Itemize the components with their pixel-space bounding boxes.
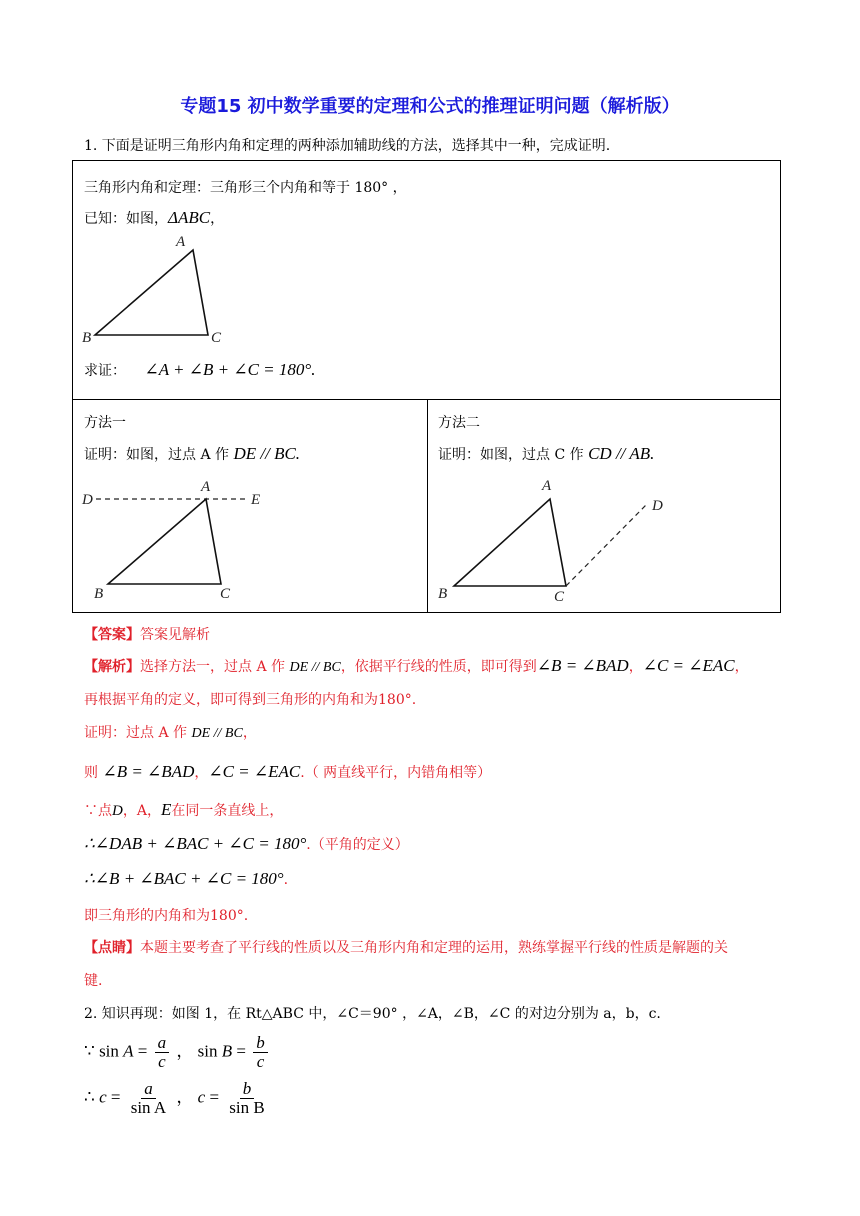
answer-line [84,624,210,644]
proof-suffix: ， [242,725,257,741]
sum-line-2-math: ∴∠B + ∠BAC + ∠C = 180° [84,869,284,888]
sine-definition-line [84,1034,271,1071]
answer-tag: 【答案】 [84,627,140,643]
sum-line-2 [84,869,288,889]
c-equals-2: = [209,1087,220,1107]
sine-a-lead: ∵ sin [84,1041,119,1061]
prove-prefix: 求证： [84,363,126,379]
label-a-method-1: A [201,479,211,495]
triangle-abc [95,250,208,335]
given-line [84,208,224,229]
proof-line [84,722,257,742]
given-suffix: ， [210,211,225,227]
proof-prefix: 证明：过点 A 作 [84,725,188,741]
conclusion-line: 即三角形的内角和为180°. [84,908,249,924]
c-var-1: c [99,1087,107,1107]
label-d-method-2: D [652,498,663,514]
triangle-figure-main [78,230,248,350]
comment-line-2: 键. [84,973,103,989]
label-c-method-1: C [220,586,231,602]
label-c-method-2: C [554,589,565,604]
fraction-b-over-c-num: b [253,1034,268,1053]
label-b: B [82,330,92,346]
question-1-stem: 1. 下面是证明三角形内角和定理的两种添加辅助线的方法，选择其中一种，完成证明. [84,138,611,154]
c-var-2: c [197,1087,206,1107]
sum-line-1 [84,834,409,854]
label-c: C [211,330,222,346]
sum-line-2-end: . [283,872,289,888]
fraction-a-over-sin-a-den: sin A [130,1098,167,1117]
label-b-method-2: B [438,586,448,602]
fraction-b-over-sin-b-num: b [240,1080,255,1099]
triangle-figure-method-1 [78,474,278,604]
prove-line [84,360,315,381]
label-a-method-2: A [542,478,552,494]
analysis-line-1-math-1: DE // BC [289,660,341,675]
sine-a-var: A [123,1041,134,1061]
then-line [84,762,491,782]
method-1-proof [84,444,300,465]
hypotenuse-sep: ， [176,1087,194,1107]
sine-b-var: B [221,1041,233,1061]
prove-math: ∠A + ∠B + ∠C = 180°. [144,360,316,379]
sine-b-equals: = [236,1041,246,1061]
fraction-b-over-sin-b [226,1080,267,1117]
fraction-a-over-c-num: a [155,1034,170,1053]
then-sep: ， [194,765,209,781]
fraction-a-over-sin-a [128,1080,169,1117]
then-reason: .（ 两直线平行，内错角相等） [300,765,492,781]
because-point-e: E [160,800,172,819]
label-d: D [82,492,93,508]
then-prefix: 则 [84,765,98,781]
sum-line-1-math: ∴∠DAB + ∠BAC + ∠C = 180° [84,834,307,853]
hypotenuse-line [84,1080,271,1117]
sine-b-lead: ， sin [176,1041,218,1061]
given-prefix: 已知：如图， [84,211,168,227]
page-title: 专题15 初中数学重要的定理和公式的推理证明问题（解析版） [180,96,680,117]
answer-text: 答案见解析 [140,627,210,643]
method-1-proof-prefix: 证明：如图，过点 A 作 [84,447,230,463]
comment-line-1 [84,937,728,957]
triangle-abc-method-2 [454,499,566,586]
then-math-2: ∠C = ∠EAC [208,762,301,781]
auxiliary-line-cd [566,504,647,586]
because-prefix: ∵点 [84,803,112,819]
method-1-proof-math: DE // BC. [233,444,301,463]
given-math: ΔABC [168,208,211,227]
label-a: A [176,234,186,250]
then-math-1: ∠B = ∠BAD [102,762,195,781]
c-equals-1: = [110,1087,121,1107]
analysis-line-1-b: ，依据平行线的性质，即可得到 [340,659,537,675]
sum-line-1-reason: .（平角的定义） [306,837,409,853]
method-2-proof-math: CD // AB. [588,444,655,463]
label-b-method-1: B [94,586,104,602]
fraction-a-over-sin-a-num: a [141,1080,156,1099]
analysis-tag: 【解析】 [84,659,140,675]
question-2-stem: 2. 知识再现：如图 1，在 Rt△ABC 中，∠C＝90° ，∠A，∠B，∠C 的对边分别为 a，b，c. [84,1006,661,1022]
analysis-line-1-math-3: ∠C = ∠EAC [642,656,735,675]
fraction-b-over-c-den: c [256,1052,265,1071]
fraction-a-over-c [155,1034,170,1071]
because-suffix: 在同一条直线上， [171,803,284,819]
label-e: E [251,492,261,508]
method-1-label: 方法一 [84,415,126,431]
analysis-line-2: 再根据平角的定义，即可得到三角形的内角和为180°. [84,692,417,708]
analysis-line-1 [84,656,749,676]
fraction-b-over-sin-b-den: sin B [229,1098,265,1117]
because-mid: ，A， [122,803,161,819]
fraction-b-over-c [253,1034,268,1071]
comment-text-1: 本题主要考查了平行线的性质以及三角形内角和定理的运用，熟练掌握平行线的性质是解题的关 [140,940,728,956]
because-line [84,800,283,820]
theorem-statement: 三角形内角和定理：三角形三个内角和等于 180° ， [84,180,407,196]
analysis-line-1-a: 选择方法一，过点 A 作 [140,659,286,675]
sine-a-equals: = [137,1041,148,1061]
method-2-proof [438,444,654,465]
method-2-proof-prefix: 证明：如图，过点 C 作 [438,447,584,463]
method-2-label: 方法二 [438,415,480,431]
comment-tag: 【点睛】 [84,940,140,956]
triangle-figure-method-2 [432,474,672,604]
fraction-a-over-c-den: c [158,1052,166,1071]
therefore-symbol: ∴ [84,1087,95,1107]
analysis-line-1-math-2: ∠B = ∠BAD [536,656,629,675]
triangle-abc-method-1 [108,499,221,584]
analysis-line-1-d: ， [734,659,749,675]
analysis-line-1-c: ， [628,659,643,675]
proof-math: DE // BC [191,726,243,741]
because-point-d: D [112,803,123,819]
